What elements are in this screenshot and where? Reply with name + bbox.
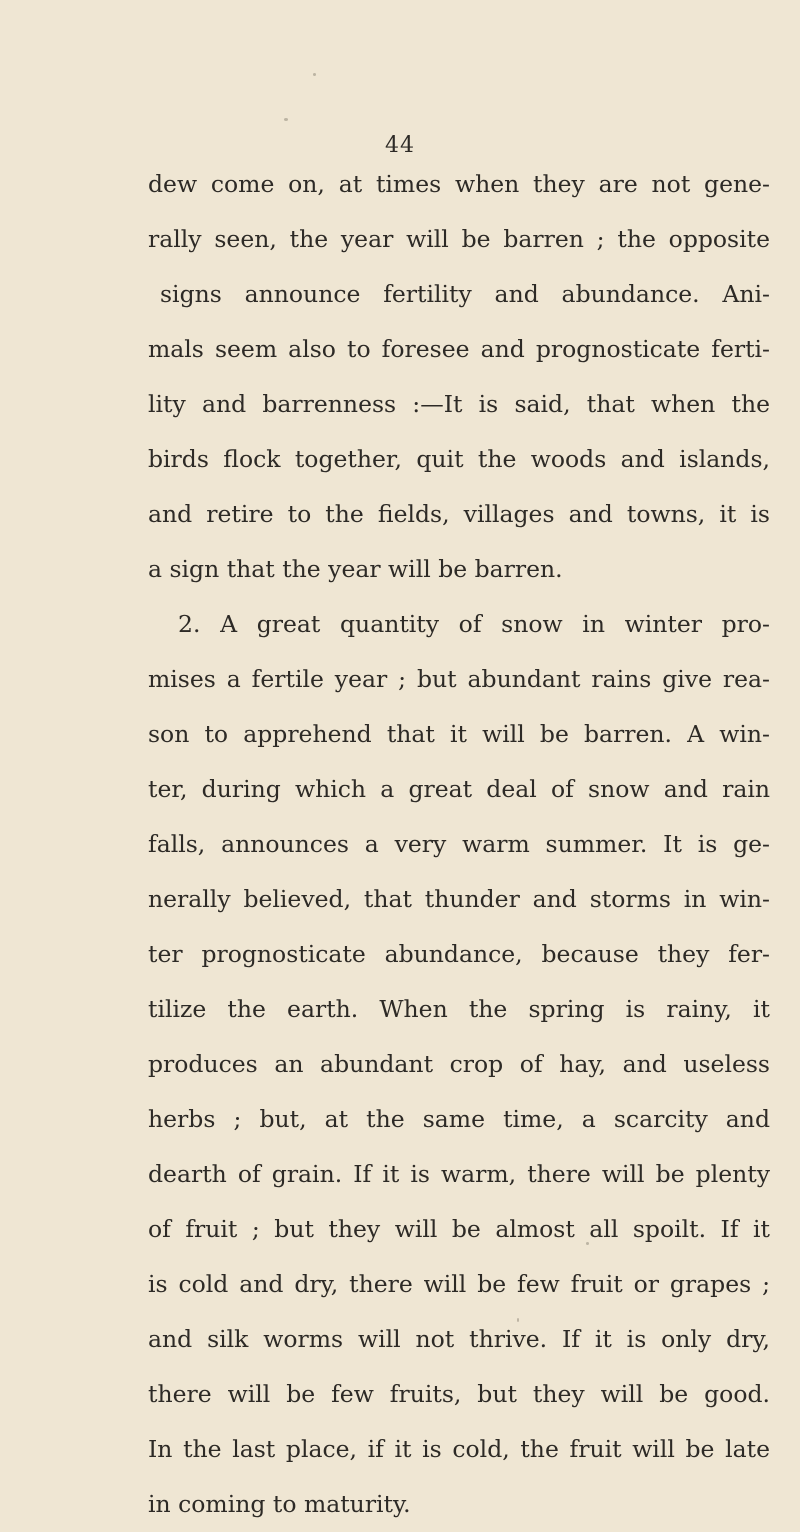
text-line: falls, announces a very warm summer. It is ge- bbox=[148, 830, 770, 858]
text-line: is cold and dry, there will be few fruit or grapes ; bbox=[148, 1270, 770, 1298]
text-line: there will be few fruits, but they will be good. bbox=[148, 1380, 770, 1408]
text-line: mises a fertile year ; but abundant rains give rea- bbox=[148, 665, 770, 693]
text-line: birds flock together, quit the woods and islands, bbox=[148, 445, 770, 473]
text-line: produces an abundant crop of hay, and useless bbox=[148, 1050, 770, 1078]
text-line: ter, during which a great deal of snow and rain bbox=[148, 775, 770, 803]
paper-speck bbox=[313, 73, 316, 76]
body-text bbox=[150, 157, 770, 1532]
text-line: and retire to the fields, villages and towns, it is bbox=[148, 500, 770, 528]
text-line: son to apprehend that it will be barren. A win- bbox=[148, 720, 770, 748]
text-line: of fruit ; but they will be almost all spoilt. If it bbox=[148, 1215, 770, 1243]
text-line: nerally believed, that thunder and storms in win- bbox=[148, 885, 770, 913]
paragraph-start-line: 2. A great quantity of snow in winter pro- bbox=[178, 610, 770, 638]
text-line: In the last place, if it is cold, the fruit will be late bbox=[148, 1435, 770, 1463]
text-line: dew come on, at times when they are not gene- bbox=[148, 170, 770, 198]
page-number: 44 bbox=[385, 133, 415, 158]
text-line: dearth of grain. If it is warm, there will be plenty bbox=[148, 1160, 770, 1188]
text-line: a sign that the year will be barren. bbox=[148, 555, 563, 583]
text-line: tilize the earth. When the spring is rainy, it bbox=[148, 995, 770, 1023]
text-line: ter prognosticate abundance, because they fer- bbox=[148, 940, 770, 968]
text-line: rally seen, the year will be barren ; the opposite bbox=[148, 225, 770, 253]
text-line: and silk worms will not thrive. If it is only dry, bbox=[148, 1325, 770, 1353]
text-line: herbs ; but, at the same time, a scarcity and bbox=[148, 1105, 770, 1133]
paper-speck bbox=[284, 118, 288, 121]
text-line: in coming to maturity. bbox=[148, 1490, 411, 1518]
text-line: mals seem also to foresee and prognosticate ferti- bbox=[148, 335, 770, 363]
text-line: lity and barrenness :—It is said, that when the bbox=[148, 390, 770, 418]
text-line: signs announce fertility and abundance. Ani- bbox=[160, 280, 770, 308]
